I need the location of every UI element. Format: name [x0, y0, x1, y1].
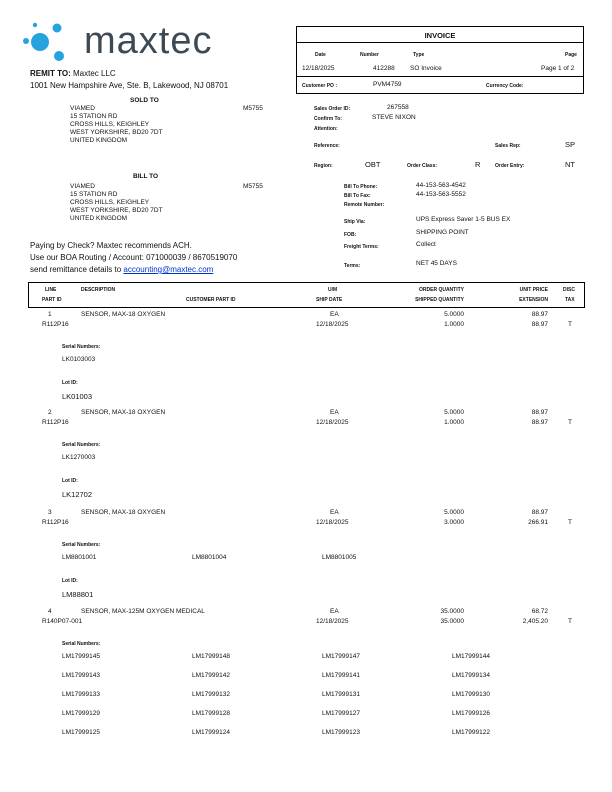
- sold-to-code: M5755: [243, 105, 263, 112]
- line-extension: 88.97: [531, 419, 548, 426]
- line-items-header: [28, 282, 585, 308]
- currency-label: Currency Code:: [486, 83, 524, 89]
- lot-id: LK01003: [62, 392, 93, 401]
- line-ship-date: 12/18/2025: [316, 618, 349, 625]
- invoice-type: SO Invoice: [410, 65, 442, 72]
- line-unit-price: 68.72: [531, 608, 548, 615]
- region-label: Region:: [314, 163, 333, 169]
- line-part-id: R112P16: [42, 519, 69, 526]
- region: OBT: [365, 160, 381, 169]
- bill-to-heading: BILL TO: [133, 173, 159, 180]
- terms-label: Terms:: [344, 263, 361, 269]
- serial-number: LK1270003: [62, 454, 96, 461]
- type-label: Type: [413, 52, 425, 58]
- remit-to: [30, 69, 116, 78]
- line-extension: 2,405.20: [522, 618, 548, 625]
- serial-number: LM17999128: [192, 710, 230, 717]
- line-um: EA: [330, 608, 339, 615]
- remit-label: REMIT TO:: [30, 69, 71, 78]
- line-order-qty: 5.0000: [444, 311, 464, 318]
- serial-number: LM17999127: [322, 710, 360, 717]
- serial-numbers-label: Serial Numbers:: [62, 442, 101, 448]
- serial-number: LM17999145: [62, 653, 100, 660]
- serial-number: LM17999124: [192, 729, 230, 736]
- order-class: R: [475, 160, 481, 169]
- bill-fax: 44-153-563-5552: [416, 191, 466, 198]
- line-extension: 88.97: [531, 321, 548, 328]
- sales-order-label: Sales Order ID:: [314, 106, 351, 112]
- line-description: SENSOR, MAX-18 OXYGEN: [81, 311, 166, 318]
- serial-number: LM8801004: [192, 554, 227, 561]
- sales-rep: SP: [565, 140, 576, 149]
- serial-number: LM17999125: [62, 729, 100, 736]
- order-entry: NT: [565, 160, 575, 169]
- serial-number: LM17999132: [192, 691, 230, 698]
- order-class-label: Order Class:: [407, 163, 438, 169]
- col-description: DESCRIPTION: [81, 287, 116, 293]
- col-line: LINE: [45, 287, 57, 293]
- sales-rep-label: Sales Rep:: [495, 143, 521, 149]
- line-tax: T: [568, 321, 572, 328]
- invoice-number: 412288: [373, 65, 395, 72]
- serial-number: LM17999122: [452, 729, 490, 736]
- bill-to-code: M5755: [243, 183, 263, 190]
- bill-phone: 44-153-563-4542: [416, 182, 466, 189]
- serial-number: LM17999144: [452, 653, 490, 660]
- col-extension: EXTENSION: [519, 297, 548, 303]
- line-tax: T: [568, 618, 572, 625]
- line-tax: T: [568, 519, 572, 526]
- line-ship-date: 12/18/2025: [316, 519, 349, 526]
- col-um: U/M: [328, 287, 338, 293]
- confirm-to-label: Confirm To:: [314, 116, 342, 122]
- order-entry-label: Order Entry:: [495, 163, 525, 169]
- sold-to-heading: SOLD TO: [130, 97, 159, 104]
- invoice-page: Page 1 of 2: [541, 65, 575, 72]
- serial-number: LM17999131: [322, 691, 360, 698]
- line-um: EA: [330, 509, 339, 516]
- col-order-qty: ORDER QUANTITY: [419, 287, 464, 293]
- invoice-title: INVOICE: [424, 31, 456, 40]
- col-shipped-qty: SHIPPED QUANTITY: [415, 297, 464, 303]
- serial-number: LK0103003: [62, 356, 96, 363]
- remittance-email-link[interactable]: accounting@maxtec.com: [123, 265, 214, 274]
- col-part-id: PART ID: [42, 297, 62, 303]
- remote-number-label: Remote Number:: [344, 202, 385, 208]
- serial-number: LM8801001: [62, 554, 97, 561]
- fob-label: FOB:: [344, 232, 357, 238]
- lot-id-label: Lot ID:: [62, 578, 78, 584]
- ship-via-label: Ship Via:: [344, 219, 366, 225]
- serial-number: LM17999123: [322, 729, 360, 736]
- bill-to-address: VIAMED 15 STATION RD CROSS HILLS, KEIGHLEY WEST YORKSHIRE, BD20 7DT UNITED KINGDOM: [70, 183, 163, 222]
- company-logo: [20, 18, 260, 66]
- line-number: 1: [48, 311, 52, 318]
- line-shipped-qty: 3.0000: [444, 519, 464, 526]
- sold-to-address: VIAMED 15 STATION RD CROSS HILLS, KEIGHLEY WEST YORKSHIRE, BD20 7DT UNITED KINGDOM: [70, 105, 163, 144]
- payment-note-2: Use our BOA Routing / Account: 071000039 / 8670519070: [30, 253, 238, 262]
- line-part-id: R112P16: [42, 419, 69, 426]
- line-order-qty: 5.0000: [444, 509, 464, 516]
- serial-numbers-label: Serial Numbers:: [62, 641, 101, 647]
- lot-id: LM88801: [62, 590, 94, 599]
- attention-label: Attention:: [314, 126, 338, 132]
- date-label: Date: [315, 52, 326, 58]
- line-description: SENSOR, MAX-125M OXYGEN MEDICAL: [81, 608, 205, 615]
- lot-id: LK12702: [62, 490, 93, 499]
- col-ship-date: SHIP DATE: [316, 297, 343, 303]
- logo-wordmark: maxtec: [84, 20, 213, 62]
- serial-number: LM17999148: [192, 653, 230, 660]
- col-disc: DISC: [563, 287, 575, 293]
- col-unit-price: UNIT PRICE: [519, 287, 548, 293]
- line-ship-date: 12/18/2025: [316, 321, 349, 328]
- serial-number: LM17999141: [322, 672, 360, 679]
- line-number: 4: [48, 608, 52, 615]
- col-tax: TAX: [565, 297, 575, 303]
- number-label: Number: [360, 52, 379, 58]
- line-description: SENSOR, MAX-18 OXYGEN: [81, 509, 166, 516]
- line-ship-date: 12/18/2025: [316, 419, 349, 426]
- lot-id-label: Lot ID:: [62, 380, 78, 386]
- serial-number: LM17999129: [62, 710, 100, 717]
- serial-number: LM17999147: [322, 653, 360, 660]
- customer-po: PVM4759: [373, 81, 402, 88]
- line-unit-price: 88.97: [531, 409, 548, 416]
- bill-fax-label: Bill To Fax:: [344, 193, 371, 199]
- customer-po-label: Customer PO :: [302, 83, 338, 89]
- line-shipped-qty: 35.0000: [440, 618, 464, 625]
- serial-numbers-label: Serial Numbers:: [62, 542, 101, 548]
- remit-name: Maxtec LLC: [72, 69, 116, 78]
- line-unit-price: 88.97: [531, 311, 548, 318]
- line-part-id: R140P07-001: [42, 618, 83, 625]
- serial-number: LM17999142: [192, 672, 230, 679]
- serial-numbers-label: Serial Numbers:: [62, 344, 101, 350]
- line-description: SENSOR, MAX-18 OXYGEN: [81, 409, 166, 416]
- payment-note-1: Paying by Check? Maxtec recommends ACH.: [30, 241, 192, 250]
- terms: NET 45 DAYS: [416, 260, 457, 267]
- line-um: EA: [330, 311, 339, 318]
- line-number: 3: [48, 509, 52, 516]
- serial-number: LM8801005: [322, 554, 357, 561]
- serial-number: LM17999126: [452, 710, 490, 717]
- serial-number: LM17999133: [62, 691, 100, 698]
- bill-phone-label: Bill To Phone:: [344, 184, 378, 190]
- line-tax: T: [568, 419, 572, 426]
- line-extension: 266.91: [528, 519, 548, 526]
- line-number: 2: [48, 409, 52, 416]
- confirm-to: STEVE NIXON: [372, 114, 416, 121]
- line-order-qty: 5.0000: [444, 409, 464, 416]
- remit-address: 1001 New Hampshire Ave, Ste. B, Lakewood, NJ 08701: [30, 81, 229, 90]
- line-order-qty: 35.0000: [440, 608, 464, 615]
- ship-via: UPS Express Saver 1-5 BUS EX: [416, 216, 511, 223]
- page-label: Page: [565, 52, 577, 58]
- payment-note-3: send remittance details to accounting@maxtec.com: [30, 265, 214, 274]
- line-um: EA: [330, 409, 339, 416]
- reference-label: Reference:: [314, 143, 340, 149]
- serial-number: LM17999143: [62, 672, 100, 679]
- line-part-id: R112P16: [42, 321, 69, 328]
- logo-dots-icon: [20, 20, 70, 66]
- serial-number: LM17999130: [452, 691, 490, 698]
- sales-order-id: 267558: [387, 104, 409, 111]
- invoice-date: 12/18/2025: [302, 65, 335, 72]
- col-customer-part: CUSTOMER PART ID: [186, 297, 236, 303]
- line-shipped-qty: 1.0000: [444, 419, 464, 426]
- line-unit-price: 88.97: [531, 509, 548, 516]
- freight-terms: Collect: [416, 241, 436, 248]
- freight-terms-label: Freight Terms:: [344, 244, 379, 250]
- serial-number: LM17999134: [452, 672, 490, 679]
- lot-id-label: Lot ID:: [62, 478, 78, 484]
- line-shipped-qty: 1.0000: [444, 321, 464, 328]
- fob: SHIPPING POINT: [416, 229, 469, 236]
